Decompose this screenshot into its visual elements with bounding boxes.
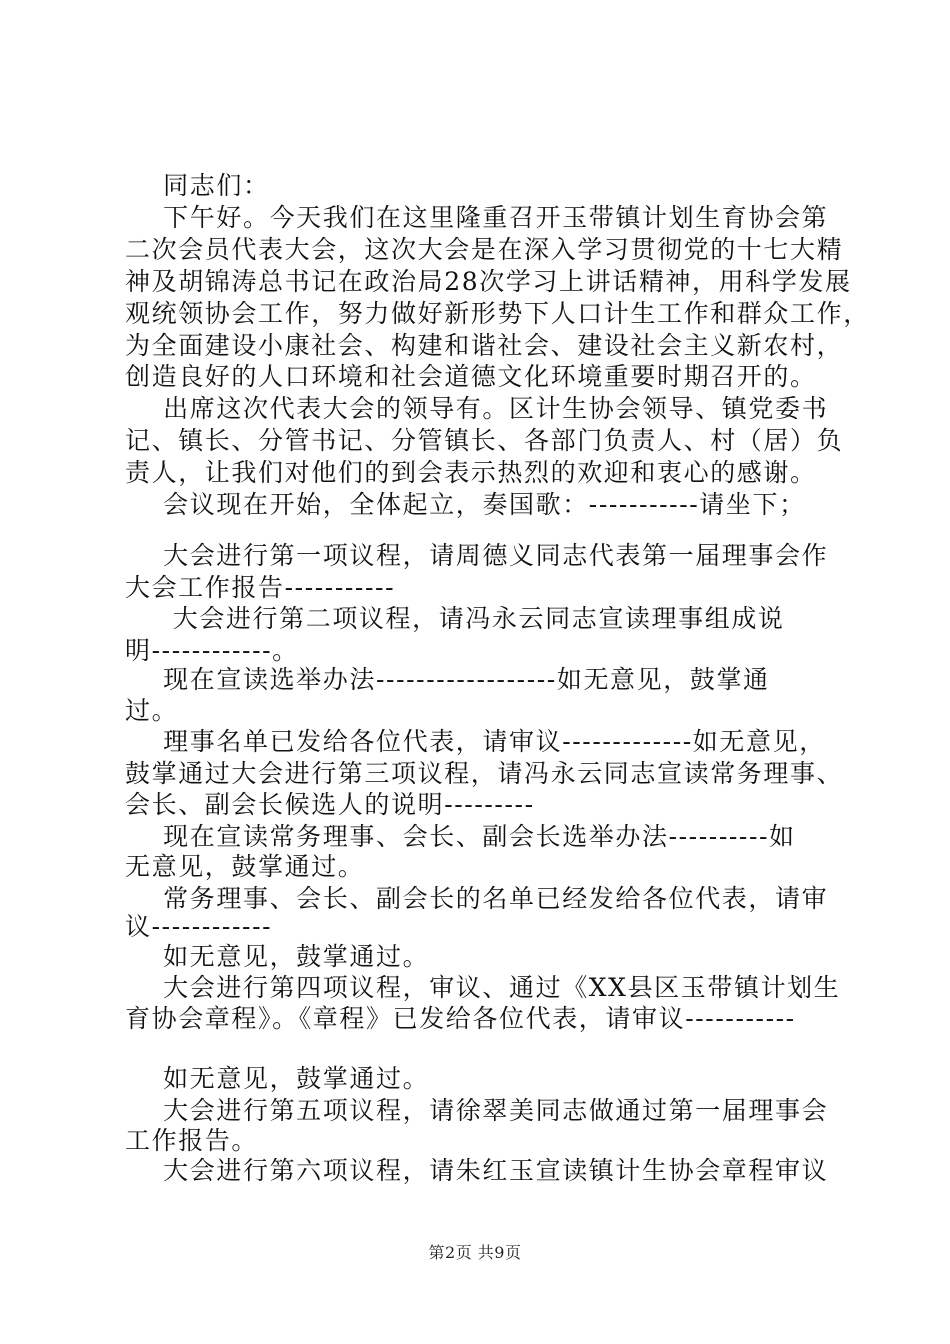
text-line: 为全面建设小康社会、构建和谐社会、建设社会主义新农村， bbox=[125, 331, 844, 360]
text-line: 二次会员代表大会，这次大会是在深入学习贯彻党的十七大精 bbox=[125, 235, 844, 264]
text-line: 工作报告。 bbox=[125, 1126, 259, 1155]
text-line: 出席这次代表大会的领导有。区计生协会领导、镇党委书 bbox=[125, 394, 829, 423]
text-line: 大会进行第一项议程，请周德义同志代表第一届理事会作 bbox=[125, 541, 829, 570]
text-line: 明------------。 bbox=[125, 636, 299, 665]
text-line: 鼓掌通过大会进行第三项议程，请冯永云同志宣读常务理事、 bbox=[125, 759, 844, 788]
text-line: 如无意见，鼓掌通过。 bbox=[125, 1064, 430, 1093]
text-line: 育协会章程》。《章程》已发给各位代表，请审议----------- bbox=[125, 1004, 796, 1033]
text-line: 如无意见，鼓掌通过。 bbox=[125, 942, 430, 971]
text-line: 大会工作报告----------- bbox=[125, 573, 396, 602]
text-line: 过。 bbox=[125, 696, 179, 725]
text-line: 常务理事、会长、副会长的名单已经发给各位代表，请审 bbox=[125, 884, 829, 913]
text-line: 理事名单已发给各位代表，请审议-------------如无意见， bbox=[125, 727, 826, 756]
text-line: 无意见，鼓掌通过。 bbox=[125, 852, 365, 881]
text-line: 现在宣读常务理事、会长、副会长选举办法----------如 bbox=[125, 822, 796, 851]
text-line: 大会进行第二项议程，请冯永云同志宣读理事组成说 bbox=[125, 604, 785, 633]
text-line: 下午好。今天我们在这里隆重召开玉带镇计划生育协会第 bbox=[125, 203, 829, 232]
text-line: 大会进行第六项议程，请朱红玉宣读镇计生协会章程审议 bbox=[125, 1156, 829, 1185]
text-line: 责人，让我们对他们的到会表示热烈的欢迎和衷心的感谢。 bbox=[125, 458, 817, 487]
text-line: 神及胡锦涛总书记在政治局28次学习上讲话精神，用科学发展 bbox=[125, 267, 852, 296]
text-line: 现在宣读选举办法------------------如无意见，鼓掌通 bbox=[125, 665, 770, 694]
text-line: 同志们： bbox=[125, 171, 270, 200]
text-line: 会长、副会长候选人的说明--------- bbox=[125, 790, 535, 819]
text-line: 议------------ bbox=[125, 912, 273, 941]
text-line: 大会进行第五项议程，请徐翠美同志做通过第一届理事会 bbox=[125, 1096, 829, 1125]
text-line: 会议现在开始，全体起立，奏国歌：-----------请坐下； bbox=[125, 490, 806, 519]
text-line: 大会进行第四项议程，审议、通过《XX县区玉带镇计划生 bbox=[125, 973, 841, 1002]
page-number-footer: 第2页 共9页 bbox=[428, 1243, 522, 1262]
text-line: 创造良好的人口环境和社会道德文化环境重要时期召开的。 bbox=[125, 362, 817, 391]
text-line: 观统领协会工作，努力做好新形势下人口计生工作和群众工作， bbox=[125, 299, 870, 328]
text-line: 记、镇长、分管书记、分管镇长、各部门负责人、村（居）负 bbox=[125, 426, 844, 455]
